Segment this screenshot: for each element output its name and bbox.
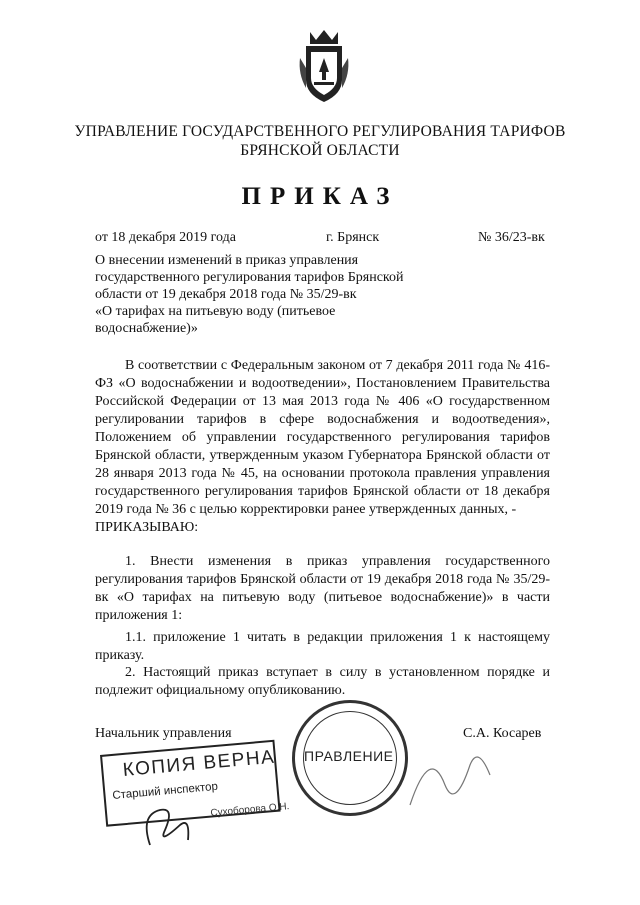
handwritten-signature [400, 735, 500, 825]
subject-line: области от 19 декабря 2018 года № 35/29-вк [95, 287, 357, 302]
signatory-position: Начальник управления [95, 726, 232, 741]
organization-name-line2: БРЯНСКОЙ ОБЛАСТИ [240, 142, 400, 159]
subject-line: О внесении изменений в приказ управления [95, 253, 359, 268]
order-item-2: 2. Настоящий приказ вступает в силу в установленном порядке и подлежит официальному опубликованию. [95, 665, 550, 698]
subject-block [95, 252, 455, 337]
document-number: № 36/23-вк [478, 230, 545, 245]
organization-name-line1: УПРАВЛЕНИЕ ГОСУДАРСТВЕННОГО РЕГУЛИРОВАНИЯ ТАРИФОВ [74, 123, 566, 140]
subject-line: «О тарифах на питьевую воду (питьевое [95, 304, 336, 319]
order-item-1-1: 1.1. приложение 1 читать в редакции приложения 1 к настоящему приказу. [95, 630, 550, 663]
official-seal-text: ПРАВЛЕНИЕ [304, 748, 394, 764]
preamble-paragraph: В соответствии с Федеральным законом от 7 декабря 2011 года № 416-ФЗ «О водоснабжении и водоотведении», Постановлением Правительства Российской Федерации от 13 мая 2013 года № 406 «О государственном регулировании тарифов в сфере водоснабжения и водоотведения», Положением об управлении государственного регулирования тарифов Брянской области, утвержденным указом Губернатора Брянской области от 28 января 2013 года № 45, на основании протокола правления управления государственного регулирования тарифов Брянской области от 18 декабря 2019 года № 36 с целью корректировки ранее утвержденных данных, - [95, 358, 550, 517]
copy-certified-role: Старший инспектор [112, 780, 219, 802]
coat-of-arms-emblem [296, 28, 352, 108]
order-item-1: 1. Внести изменения в приказ управления государственного регулирования тарифов Брянской области от 19 декабря 2018 года № 35/29-вк «О тарифах на питьевую воду (питьевое водоснабжение)» в части приложения 1: [95, 554, 550, 623]
copy-certified-title: КОПИЯ ВЕРНА [122, 746, 277, 781]
document-city: г. Брянск [326, 230, 380, 245]
copy-certified-name: Сухоборова О.Н. [210, 801, 290, 819]
subject-line: государственного регулирования тарифов Брянской [95, 270, 404, 285]
signatory-name: С.А. Косарев [463, 726, 542, 741]
document-title: ПРИКАЗ [241, 183, 399, 210]
subject-line: водоснабжение)» [95, 321, 198, 336]
document-date: от 18 декабря 2019 года [95, 230, 236, 245]
inspector-signature [130, 795, 200, 855]
order-word: ПРИКАЗЫВАЮ: [95, 520, 199, 535]
